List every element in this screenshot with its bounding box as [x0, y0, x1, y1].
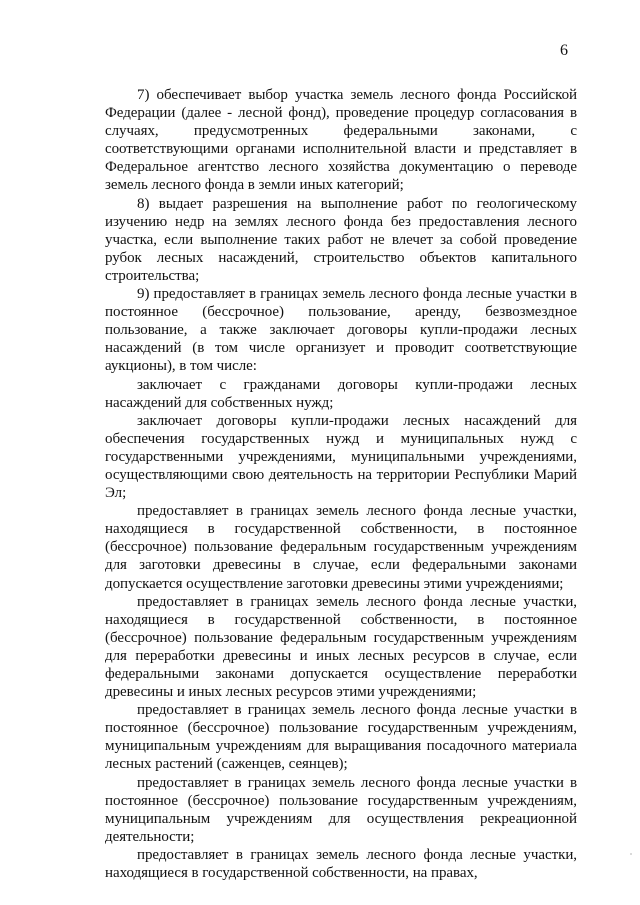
paragraph-item-9: 9) предоставляет в границах земель лесного фонда лесные участки в постоянное (бессрочное) пользование, аренду, безвозмездное пользование, а также заключает договоры купли-продажи лесных насаждений (в том числе организует и проводит соответствующие аукционы), в том числе: [105, 286, 577, 375]
paragraph-subitem-state-needs-contracts: заключает договоры купли-продажи лесных насаждений для обеспечения государственных нужд и муниципальных нужд с государственными учреждениями, муниципальными учреждениями, осуществляющими свою деятельность на территории Республики Марий Эл; [105, 412, 577, 502]
scan-speck [630, 853, 632, 855]
paragraph-subitem-timber-harvesting: предоставляет в границах земель лесного фонда лесные участки, находящиеся в государственной собственности, в постоянное (бессрочное) пользование федеральным государственным учреждениям для заготовки древесины в случае, если федеральными законами допускается осуществление заготовки древесины этими учреждениями; [105, 503, 577, 592]
paragraph-subitem-rights: предоставляет в границах земель лесного фонда лесные участки, находящиеся в государственной собственности, на правах, [105, 846, 577, 882]
page-number: 6 [560, 42, 568, 59]
document-body [105, 86, 577, 882]
paragraph-subitem-recreation: предоставляет в границах земель лесного фонда лесные участки в постоянное (бессрочное) пользование государственным учреждениям, муниципальным учреждениям для осуществления рекреационной деятельности; [105, 774, 577, 845]
paragraph-item-8: 8) выдает разрешения на выполнение работ по геологическому изучению недр на землях лесного фонда без предоставления лесного участка, если выполнение таких работ не влечет за собой проведение рубок лесных насаждений, строительство объектов капитального строительства; [105, 195, 577, 284]
paragraph-item-7: 7) обеспечивает выбор участка земель лесного фонда Российской Федерации (далее - лесной фонд), проведение процедур согласования в случаях, предусмотренных федеральными законами, с соответствующими органами исполнительной власти и представляет в Федеральное агентство лесного хозяйства документацию о переводе земель лесного фонда в земли иных категорий; [105, 87, 577, 194]
paragraph-subitem-citizens-contracts: заключает с гражданами договоры купли-продажи лесных насаждений для собственных нужд; [105, 376, 577, 411]
paragraph-subitem-seedlings: предоставляет в границах земель лесного фонда лесные участки в постоянное (бессрочное) пользование государственным учреждениям, муниципальным учреждениям для выращивания посадочного материала лесных растений (саженцев, сеянцев); [105, 702, 577, 773]
paragraph-subitem-timber-processing: предоставляет в границах земель лесного фонда лесные участки, находящиеся в государственной собственности, в постоянное (бессрочное) пользование федеральным государственным учреждениям для переработки древесины и иных лесных ресурсов в случае, если федеральными законами допускается осуществление переработки древесины и иных лесных ресурсов этими учреждениями; [105, 593, 577, 701]
